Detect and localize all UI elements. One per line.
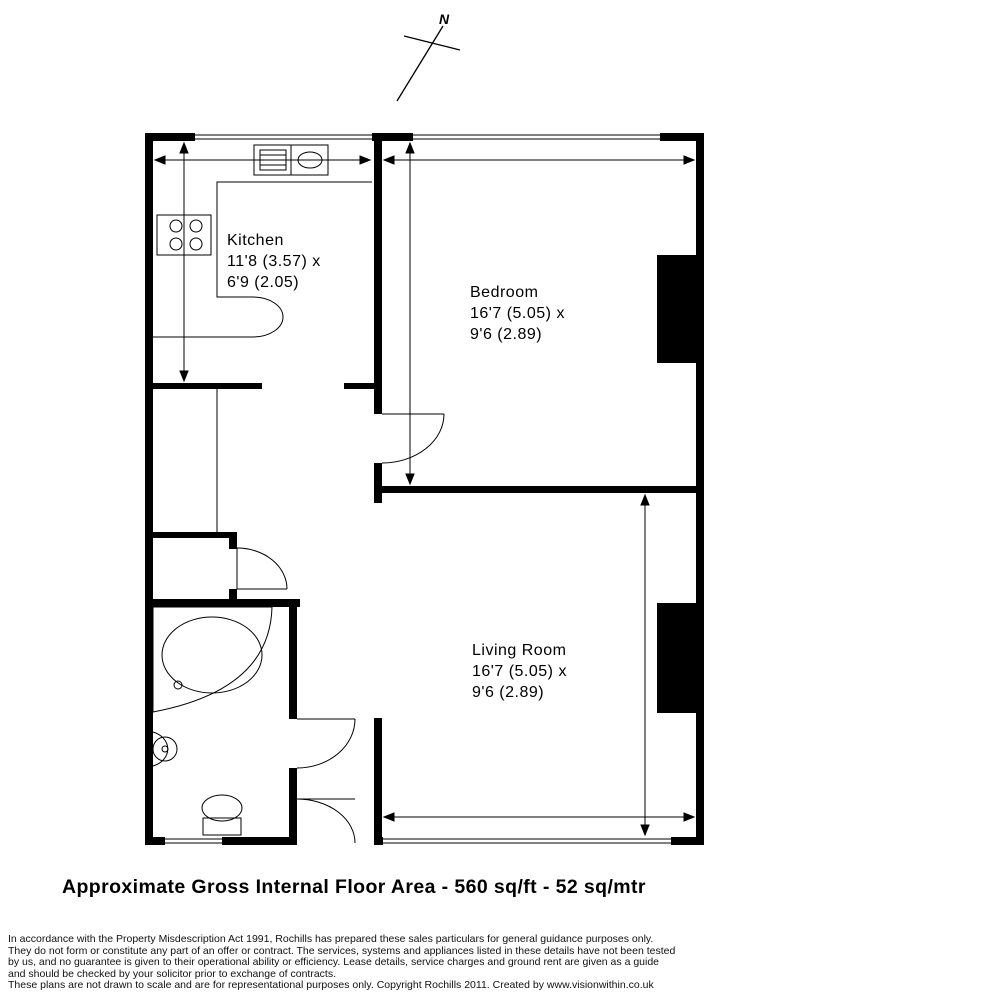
bedroom-dim-2: 9'6 (2.89): [470, 326, 543, 343]
floor-area-caption: Approximate Gross Internal Floor Area - 560 sq/ft - 52 sq/mtr: [62, 876, 646, 898]
disclaimer-line: and should be checked by your solicitor prior to exchange of contracts.: [8, 967, 337, 980]
disclaimer: [8, 934, 993, 992]
kitchen-dim-2: 6'9 (2.05): [227, 274, 300, 291]
living-room-dim-2: 9'6 (2.89): [472, 684, 545, 701]
living-room-name: Living Room: [472, 642, 567, 659]
kitchen-name: Kitchen: [227, 232, 284, 249]
toilet-icon: [202, 795, 242, 835]
kitchen-label: [227, 230, 321, 293]
disclaimer-line: In accordance with the Property Misdescription Act 1991, Rochills has prepared these sales particulars for general guidance purposes only.: [8, 933, 654, 945]
north-compass-icon: [397, 11, 460, 101]
living-room-label: [472, 640, 567, 703]
disclaimer-line: They do not form or constitute any part of an offer or contract. The services, systems and appliances listed in these details have not been tested: [8, 944, 676, 957]
north-label: N: [439, 11, 450, 27]
disclaimer-line: by us, and no guarantee is given to their operational ability or efficiency. Lease details, service charges and ground rent are given as a guide: [8, 956, 660, 968]
bathroom-fittings: [153, 607, 272, 835]
bedroom-name: Bedroom: [470, 284, 539, 301]
living-room-dim-1: 16'7 (5.05) x: [472, 663, 567, 680]
kitchen-dim-1: 11'8 (3.57) x: [227, 253, 321, 270]
bedroom-label: [470, 282, 565, 345]
bedroom-dim-1: 16'7 (5.05) x: [470, 305, 565, 322]
disclaimer-line: These plans are not drawn to scale and are for representational purposes only. Copyright Rochills 2011. Created by www.visionwithin.co.uk: [8, 979, 654, 991]
bath-icon: [153, 607, 272, 712]
